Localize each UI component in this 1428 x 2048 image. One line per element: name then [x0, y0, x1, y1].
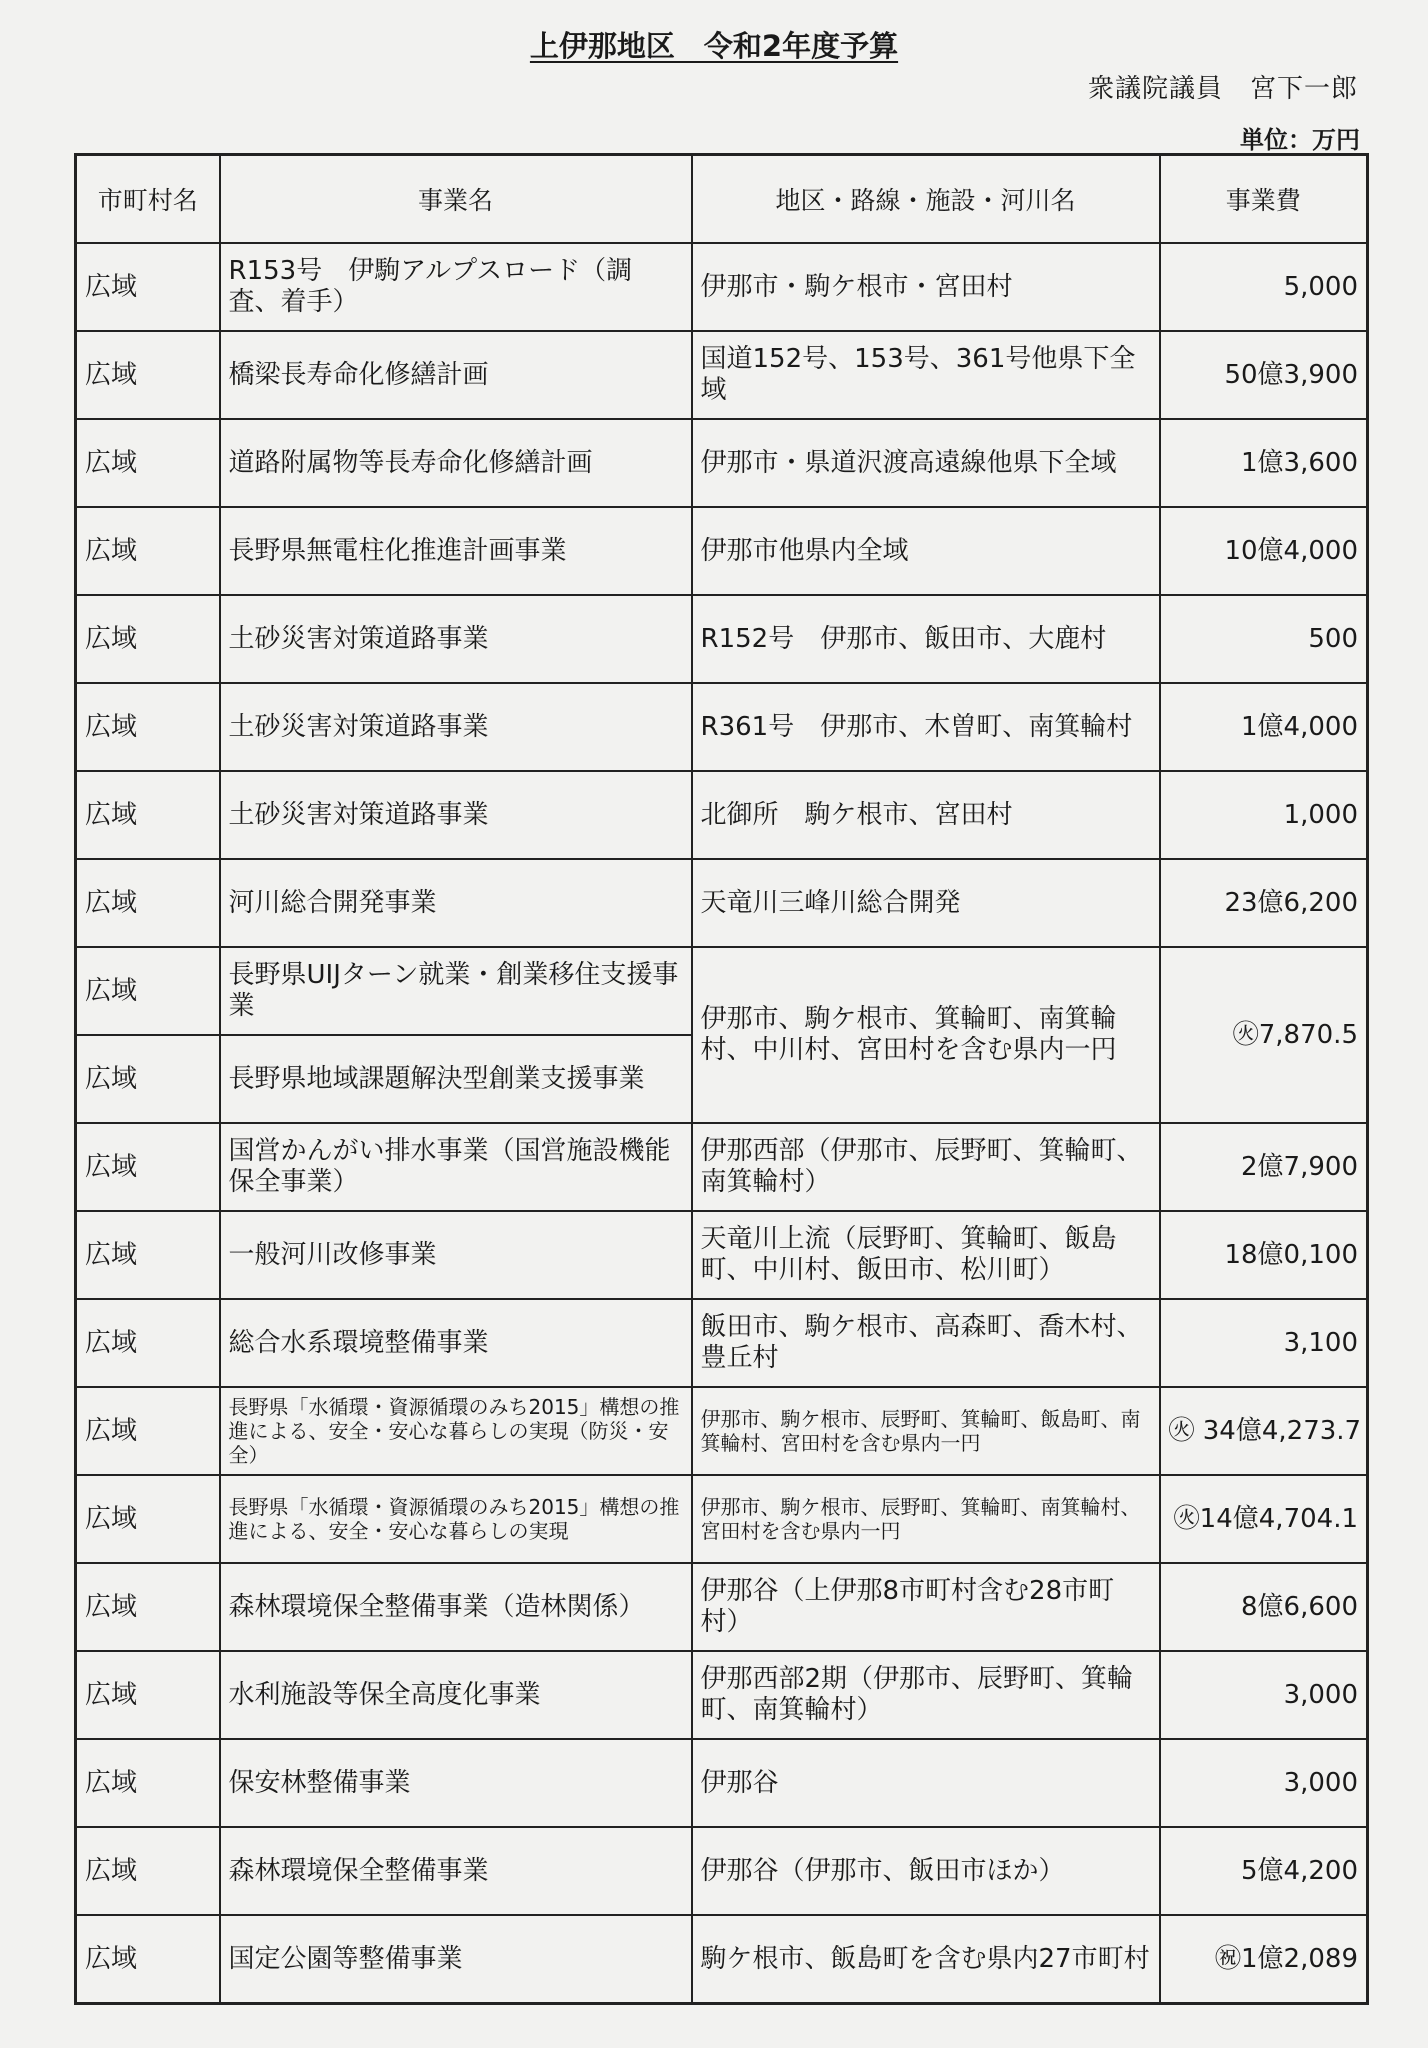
area-cell: 伊那谷（伊那市、飯田市ほか）	[692, 1827, 1160, 1915]
municipality-cell: 広域	[76, 859, 220, 947]
area-cell: 伊那西部（伊那市、辰野町、箕輪町、南箕輪村）	[692, 1123, 1160, 1211]
municipality-cell: 広域	[76, 243, 220, 331]
project-cell: 国営かんがい排水事業（国営施設機能保全事業）	[220, 1123, 692, 1211]
table-row	[76, 1739, 1368, 1827]
project-cell: 土砂災害対策道路事業	[220, 595, 692, 683]
project-cell: 橋梁長寿命化修繕計画	[220, 331, 692, 419]
cost-cell: 10億4,000	[1160, 507, 1368, 595]
project-cell: 一般河川改修事業	[220, 1211, 692, 1299]
cost-cell: 3,000	[1160, 1651, 1368, 1739]
area-cell: 伊那西部2期（伊那市、辰野町、箕輪町、南箕輪村）	[692, 1651, 1160, 1739]
table-row	[76, 683, 1368, 771]
cost-cell: 1億4,000	[1160, 683, 1368, 771]
municipality-cell: 広域	[76, 947, 220, 1035]
project-cell: 森林環境保全整備事業	[220, 1827, 692, 1915]
table-row	[76, 1651, 1368, 1739]
table-row	[76, 771, 1368, 859]
column-header-cost: 事業費	[1160, 155, 1368, 244]
project-cell: 道路附属物等長寿命化修繕計画	[220, 419, 692, 507]
area-cell: 伊那市・駒ケ根市・宮田村	[692, 243, 1160, 331]
project-cell: R153号 伊駒アルプスロード（調査、着手）	[220, 243, 692, 331]
area-cell: 伊那市、駒ケ根市、辰野町、箕輪町、飯島町、南箕輪村、宮田村を含む県内一円	[692, 1387, 1160, 1475]
project-cell: 長野県無電柱化推進計画事業	[220, 507, 692, 595]
cost-cell: ㊋ 34億4,273.7	[1160, 1387, 1368, 1475]
municipality-cell: 広域	[76, 1739, 220, 1827]
project-cell: 河川総合開発事業	[220, 859, 692, 947]
column-header-project: 事業名	[220, 155, 692, 244]
table-header-row	[76, 155, 1368, 244]
municipality-cell: 広域	[76, 419, 220, 507]
municipality-cell: 広域	[76, 771, 220, 859]
cost-cell: 5,000	[1160, 243, 1368, 331]
column-header-area: 地区・路線・施設・河川名	[692, 155, 1160, 244]
table-row	[76, 859, 1368, 947]
municipality-cell: 広域	[76, 1299, 220, 1387]
project-cell: 長野県「水循環・資源循環のみち2015」構想の推進による、安全・安心な暮らしの実現	[220, 1475, 692, 1563]
area-cell: 駒ケ根市、飯島町を含む県内27市町村	[692, 1915, 1160, 2004]
table-row	[76, 419, 1368, 507]
cost-cell: 1億3,600	[1160, 419, 1368, 507]
cost-cell: 500	[1160, 595, 1368, 683]
project-cell: 長野県地域課題解決型創業支援事業	[220, 1035, 692, 1123]
table-row	[76, 1299, 1368, 1387]
area-cell: 天竜川上流（辰野町、箕輪町、飯島町、中川村、飯田市、松川町）	[692, 1211, 1160, 1299]
cost-cell: ㊋14億4,704.1	[1160, 1475, 1368, 1563]
project-cell: 森林環境保全整備事業（造林関係）	[220, 1563, 692, 1651]
cost-cell: ㊗1億2,089	[1160, 1915, 1368, 2004]
table-row	[76, 243, 1368, 331]
project-cell: 長野県「水循環・資源循環のみち2015」構想の推進による、安全・安心な暮らしの実現（防災・安全）	[220, 1387, 692, 1475]
municipality-cell: 広域	[76, 1387, 220, 1475]
municipality-cell: 広域	[76, 331, 220, 419]
area-cell: 北御所 駒ケ根市、宮田村	[692, 771, 1160, 859]
area-cell: 伊那谷（上伊那8市町村含む28市町村）	[692, 1563, 1160, 1651]
project-cell: 土砂災害対策道路事業	[220, 771, 692, 859]
area-cell: 伊那市、駒ケ根市、箕輪町、南箕輪村、中川村、宮田村を含む県内一円	[692, 947, 1160, 1123]
municipality-cell: 広域	[76, 1915, 220, 2004]
table-row	[76, 331, 1368, 419]
table-row	[76, 1123, 1368, 1211]
area-cell: R361号 伊那市、木曽町、南箕輪村	[692, 683, 1160, 771]
table-row	[76, 1563, 1368, 1651]
table-row	[76, 1475, 1368, 1563]
project-cell: 国定公園等整備事業	[220, 1915, 692, 2004]
municipality-cell: 広域	[76, 1035, 220, 1123]
area-cell: R152号 伊那市、飯田市、大鹿村	[692, 595, 1160, 683]
cost-cell: 3,000	[1160, 1739, 1368, 1827]
area-cell: 飯田市、駒ケ根市、高森町、喬木村、豊丘村	[692, 1299, 1160, 1387]
project-cell: 土砂災害対策道路事業	[220, 683, 692, 771]
cost-cell: 8億6,600	[1160, 1563, 1368, 1651]
area-cell: 伊那市・県道沢渡高遠線他県下全域	[692, 419, 1160, 507]
author-line: 衆議院議員 宮下一郎	[1087, 74, 1358, 104]
municipality-cell: 広域	[76, 507, 220, 595]
table-row	[76, 507, 1368, 595]
document-title: 上伊那地区 令和2年度予算	[529, 29, 899, 63]
table-row	[76, 595, 1368, 683]
unit-label: 単位：万円	[1240, 126, 1360, 154]
column-header-municipality: 市町村名	[76, 155, 220, 244]
municipality-cell: 広域	[76, 1475, 220, 1563]
area-cell: 天竜川三峰川総合開発	[692, 859, 1160, 947]
cost-cell: 18億0,100	[1160, 1211, 1368, 1299]
project-cell: 総合水系環境整備事業	[220, 1299, 692, 1387]
municipality-cell: 広域	[76, 1563, 220, 1651]
area-cell: 国道152号、153号、361号他県下全域	[692, 331, 1160, 419]
area-cell: 伊那市他県内全域	[692, 507, 1160, 595]
budget-table	[74, 153, 1369, 2005]
cost-cell: 50億3,900	[1160, 331, 1368, 419]
cost-cell: ㊋7,870.5	[1160, 947, 1368, 1123]
cost-cell: 5億4,200	[1160, 1827, 1368, 1915]
municipality-cell: 広域	[76, 595, 220, 683]
cost-cell: 3,100	[1160, 1299, 1368, 1387]
cost-cell: 2億7,900	[1160, 1123, 1368, 1211]
table-row	[76, 947, 1368, 1035]
table-row	[76, 1211, 1368, 1299]
project-cell: 水利施設等保全高度化事業	[220, 1651, 692, 1739]
municipality-cell: 広域	[76, 1827, 220, 1915]
municipality-cell: 広域	[76, 1211, 220, 1299]
table-row	[76, 1915, 1368, 2004]
area-cell: 伊那市、駒ケ根市、辰野町、箕輪町、南箕輪村、宮田村を含む県内一円	[692, 1475, 1160, 1563]
area-cell: 伊那谷	[692, 1739, 1160, 1827]
project-cell: 長野県UIJターン就業・創業移住支援事業	[220, 947, 692, 1035]
municipality-cell: 広域	[76, 1651, 220, 1739]
table-row	[76, 1827, 1368, 1915]
cost-cell: 1,000	[1160, 771, 1368, 859]
municipality-cell: 広域	[76, 1123, 220, 1211]
cost-cell: 23億6,200	[1160, 859, 1368, 947]
table-row	[76, 1387, 1368, 1475]
municipality-cell: 広域	[76, 683, 220, 771]
project-cell: 保安林整備事業	[220, 1739, 692, 1827]
